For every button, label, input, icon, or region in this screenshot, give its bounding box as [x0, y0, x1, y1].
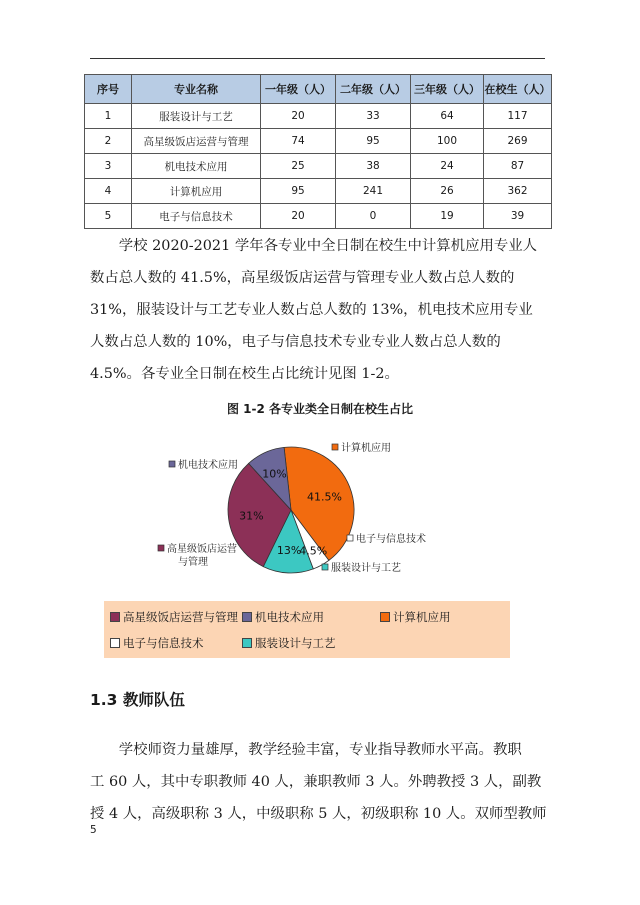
cell-grade1: 74 — [261, 129, 336, 154]
text-line: 31%，服装设计与工艺专业人数占总人数的 13%，机电技术应用专业 — [90, 302, 533, 318]
col-header-grade3: 三年级（人） — [411, 75, 484, 104]
col-header-total: 在校生（人） — [484, 75, 552, 104]
callout-label: 电子与信息技术 — [356, 534, 426, 545]
callout-label: 高星级饭店运营 — [167, 544, 237, 555]
cell-grade2: 38 — [336, 154, 411, 179]
cell-grade1: 95 — [261, 179, 336, 204]
cell-grade2: 0 — [336, 204, 411, 229]
legend-swatch — [110, 612, 120, 622]
legend-item — [242, 609, 324, 625]
slice-value-label: 41.5% — [307, 490, 342, 504]
cell-major: 机电技术应用 — [132, 154, 261, 179]
callout-swatch — [158, 545, 164, 551]
legend-swatch — [380, 612, 390, 622]
slice-value-label: 4.5% — [299, 544, 328, 558]
cell-grade3: 24 — [411, 154, 484, 179]
legend-item — [242, 635, 336, 651]
cell-index: 2 — [85, 129, 132, 154]
cell-total: 87 — [484, 154, 552, 179]
legend-swatch — [110, 638, 120, 648]
slice-callout — [169, 458, 238, 471]
table-row — [85, 179, 552, 204]
cell-grade1: 25 — [261, 154, 336, 179]
cell-major: 服装设计与工艺 — [132, 104, 261, 129]
legend-item — [110, 635, 204, 651]
cell-major: 高星级饭店运营与管理 — [132, 129, 261, 154]
cell-total: 39 — [484, 204, 552, 229]
cell-grade1: 20 — [261, 104, 336, 129]
paragraph-teachers — [90, 734, 552, 830]
text-line: 4.5%。各专业全日制在校生占比统计见图 1-2。 — [90, 366, 399, 382]
cell-grade2: 95 — [336, 129, 411, 154]
table-row — [85, 204, 552, 229]
chart-legend — [104, 601, 510, 658]
text-line: 授 4 人，高级职称 3 人，中级职称 5 人，初级职称 10 人。双师型教师 — [90, 806, 547, 822]
table-row — [85, 104, 552, 129]
majors-table — [84, 74, 552, 229]
cell-index: 1 — [85, 104, 132, 129]
callout-label: 服装设计与工艺 — [331, 563, 401, 574]
legend-item — [380, 609, 451, 625]
callout-swatch — [332, 444, 338, 450]
cell-grade1: 20 — [261, 204, 336, 229]
slice-callout — [332, 441, 391, 454]
legend-label: 计算机应用 — [393, 610, 451, 624]
cell-grade3: 19 — [411, 204, 484, 229]
cell-grade3: 100 — [411, 129, 484, 154]
slice-callout — [158, 542, 237, 568]
legend-label: 电子与信息技术 — [123, 636, 204, 650]
legend-label: 服装设计与工艺 — [255, 636, 336, 650]
callout-swatch — [347, 535, 353, 541]
text-line: 工 60 人，其中专职教师 40 人，兼职教师 3 人。外聘教授 3 人，副教 — [90, 774, 542, 790]
figure-title: 图 1-2 各专业类全日制在校生占比 — [226, 402, 414, 416]
legend-label: 机电技术应用 — [255, 610, 324, 624]
callout-label: 计算机应用 — [341, 443, 391, 454]
cell-grade2: 33 — [336, 104, 411, 129]
col-header-index: 序号 — [85, 75, 132, 104]
cell-major: 计算机应用 — [132, 179, 261, 204]
legend-item — [110, 609, 238, 625]
cell-index: 3 — [85, 154, 132, 179]
col-header-grade1: 一年级（人） — [261, 75, 336, 104]
cell-grade3: 26 — [411, 179, 484, 204]
table-row — [85, 129, 552, 154]
table-header-row — [85, 75, 552, 104]
text-line: 学校师资力量雄厚，教学经验丰富，专业指导教师水平高。教职 — [90, 742, 522, 758]
text-line: 数占总人数的 41.5%，高星级饭店运营与管理专业人数占总人数的 — [90, 270, 515, 286]
cell-grade3: 64 — [411, 104, 484, 129]
callout-label: 机电技术应用 — [178, 460, 238, 471]
callout-swatch — [169, 461, 175, 467]
cell-index: 4 — [85, 179, 132, 204]
page-number: 5 — [90, 824, 97, 836]
slice-value-label: 10% — [262, 467, 287, 481]
callout-swatch — [322, 564, 328, 570]
text-line: 学校 2020-2021 学年各专业中全日制在校生中计算机应用专业人 — [90, 238, 538, 254]
callout-label: 与管理 — [178, 557, 208, 568]
slice-callout — [322, 561, 401, 574]
slice-value-label: 31% — [239, 509, 264, 523]
cell-total: 362 — [484, 179, 552, 204]
legend-swatch — [242, 638, 252, 648]
paragraph-enrollment-share — [90, 230, 552, 390]
legend-label: 高星级饭店运营与管理 — [123, 610, 238, 624]
slice-value-label: 13% — [276, 544, 302, 557]
table-row — [85, 154, 552, 179]
cell-total: 117 — [484, 104, 552, 129]
cell-major: 电子与信息技术 — [132, 204, 261, 229]
enrollment-pie-chart — [150, 430, 450, 595]
col-header-major: 专业名称 — [132, 75, 261, 104]
cell-grade2: 241 — [336, 179, 411, 204]
header-rule — [90, 58, 545, 59]
col-header-grade2: 二年级（人） — [336, 75, 411, 104]
cell-index: 5 — [85, 204, 132, 229]
slice-callout — [347, 532, 426, 545]
section-heading: 1.3 教师队伍 — [90, 691, 185, 709]
legend-swatch — [242, 612, 252, 622]
text-line: 人数占总人数的 10%，电子与信息技术专业专业人数占总人数的 — [90, 334, 501, 350]
cell-total: 269 — [484, 129, 552, 154]
